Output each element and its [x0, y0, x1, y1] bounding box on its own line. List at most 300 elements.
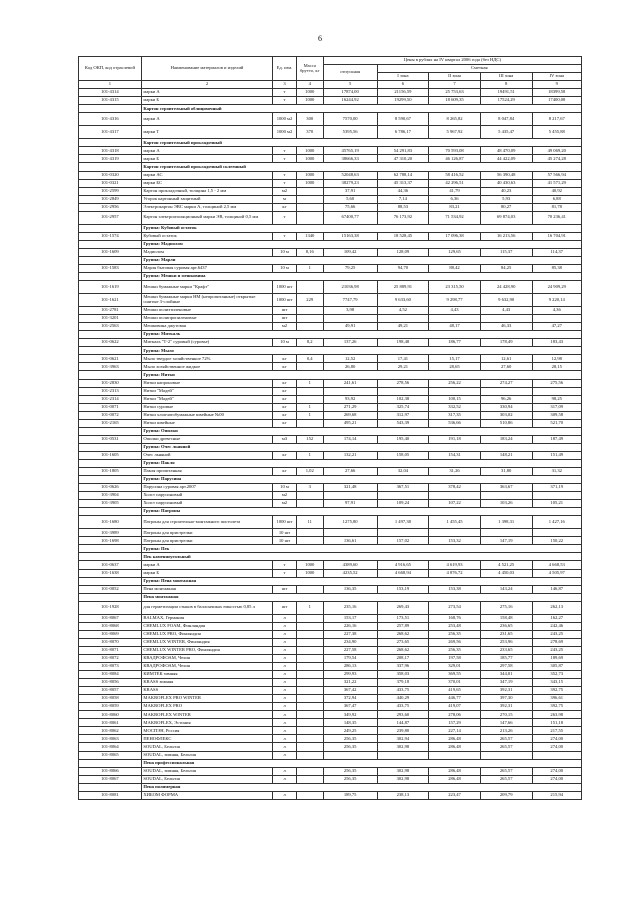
- zone-price-cell: 4 916,65: [377, 561, 429, 569]
- wholesale-price-cell: [323, 529, 377, 537]
- mass-cell: 1,02: [296, 468, 323, 476]
- zone-price-cell: 379,18: [377, 679, 429, 687]
- wholesale-price-cell: 38279,23: [323, 179, 377, 187]
- wholesale-price-cell: 15163,38: [323, 232, 377, 240]
- price-table: [78, 56, 582, 800]
- group-row: [79, 371, 582, 379]
- zone-price-cell: 40 430,63: [480, 179, 532, 187]
- code-cell: [79, 443, 142, 451]
- zone-price-cell: 62 788,14: [377, 171, 429, 179]
- mass-cell: 1000: [296, 147, 323, 155]
- code-cell: [79, 759, 142, 767]
- name-cell: марки А: [141, 561, 272, 569]
- zone-price-cell: 1 455,45: [429, 516, 481, 529]
- table-row: [79, 687, 582, 695]
- mass-cell: [296, 323, 323, 331]
- name-cell: Очес льняной: [141, 451, 272, 459]
- table-row: [79, 671, 582, 679]
- unit-cell: м2: [273, 500, 297, 508]
- code-cell: 101-0320: [79, 171, 142, 179]
- wholesale-price-cell: 5395,56: [323, 126, 377, 139]
- zone-price-cell: 367,51: [377, 484, 429, 492]
- zone-price-cell: 317,35: [429, 411, 481, 419]
- zone-price-cell: 27,60: [480, 363, 532, 371]
- group-row: [79, 139, 582, 147]
- unit-cell: кг: [273, 403, 297, 411]
- code-cell: 101-8070: [79, 638, 142, 646]
- zone-price-cell: 392,75: [532, 703, 582, 711]
- zone-price-cell: 44 422,09: [480, 155, 532, 163]
- group-row: [79, 577, 582, 585]
- zone-price-cell: 4,36: [532, 307, 582, 315]
- zone-price-cell: 154,31: [429, 451, 481, 459]
- wholesale-price-cell: 12,52: [323, 355, 377, 363]
- name-cell: SOUDAL, Бельгия: [141, 775, 272, 783]
- unit-cell: м2: [273, 492, 297, 500]
- mass-cell: [296, 315, 323, 323]
- mass-cell: [296, 585, 323, 593]
- code-cell: [79, 139, 142, 147]
- name-cell: MAKROFLEX, Эстония: [141, 719, 272, 727]
- col-number: 2: [141, 81, 272, 89]
- zone-price-cell: 44,36: [377, 187, 429, 195]
- unit-cell: 10 шт: [273, 537, 297, 545]
- group-row: [79, 273, 582, 281]
- group-row: [79, 224, 582, 232]
- mass-cell: 1000: [296, 89, 323, 97]
- group-title: Группа: Кубовый остаток: [141, 224, 581, 232]
- col-number: 7: [429, 81, 481, 89]
- zone-price-cell: 4 668,94: [377, 569, 429, 577]
- wholesale-price-cell: 137,26: [323, 339, 377, 347]
- group-row: [79, 593, 582, 601]
- zone-price-cell: 31,80: [480, 468, 532, 476]
- code-cell: 101-2781: [79, 307, 142, 315]
- table-row: [79, 264, 582, 272]
- zone-price-cell: 183,43: [532, 339, 582, 347]
- header-zone-4: IV зона: [532, 73, 582, 81]
- zone-price-cell: [429, 529, 481, 537]
- code-cell: 101-2830: [79, 379, 142, 387]
- code-cell: 101-8072: [79, 654, 142, 662]
- unit-cell: м2: [273, 187, 297, 195]
- wholesale-price-cell: 367,47: [323, 703, 377, 711]
- zone-price-cell: 189,69: [532, 654, 582, 662]
- name-cell: CHEMLUX WINTER, Финляндия: [141, 638, 272, 646]
- mass-cell: [296, 711, 323, 719]
- header-price-title: Цены в рублях на IV квартал 2006 года (без НДС): [323, 57, 581, 65]
- zone-price-cell: 337,96: [377, 663, 429, 671]
- zone-price-cell: 270,15: [480, 711, 532, 719]
- zone-price-cell: 85,38: [532, 264, 582, 272]
- table-row: [79, 767, 582, 775]
- mass-cell: 8,16: [296, 248, 323, 256]
- wholesale-price-cell: 321,22: [323, 679, 377, 687]
- group-title: Группа: Парусина: [141, 476, 581, 484]
- code-cell: 101-4314: [79, 89, 142, 97]
- zone-price-cell: 265,57: [480, 743, 532, 751]
- wholesale-price-cell: 132,21: [323, 451, 377, 459]
- table-row: [79, 492, 582, 500]
- zone-price-cell: 191,18: [429, 435, 481, 443]
- code-cell: [79, 508, 142, 516]
- zone-price-cell: 18399,58: [532, 89, 582, 97]
- table-row: [79, 743, 582, 751]
- code-cell: 101-8058: [79, 695, 142, 703]
- mass-cell: [296, 663, 323, 671]
- zone-price-cell: 17 096,38: [429, 232, 481, 240]
- table-row: [79, 113, 582, 126]
- mass-cell: [296, 387, 323, 395]
- table-row: [79, 451, 582, 459]
- table-row: [79, 195, 582, 203]
- code-cell: 101-2314: [79, 395, 142, 403]
- wholesale-price-cell: 38666,33: [323, 155, 377, 163]
- code-cell: 101-8084: [79, 671, 142, 679]
- unit-cell: л: [273, 663, 297, 671]
- zone-price-cell: 143,24: [480, 585, 532, 593]
- table-row: [79, 89, 582, 97]
- zone-price-cell: 40,92: [532, 187, 582, 195]
- header-zone-2: II зона: [429, 73, 481, 81]
- code-cell: 101-4315: [79, 97, 142, 105]
- wholesale-price-cell: 79,25: [323, 264, 377, 272]
- table-row: [79, 403, 582, 411]
- wholesale-price-cell: 271,29: [323, 403, 377, 411]
- header-name: Наименование материалов и изделий: [141, 57, 272, 81]
- name-cell: Мешки бумажные марки НМ (непропитанные) открытые сшитые 3-слойные: [141, 294, 272, 307]
- table-row: [79, 435, 582, 443]
- name-cell: Мадиолом: [141, 248, 272, 256]
- zone-price-cell: 278,06: [429, 711, 481, 719]
- code-cell: 101-1698: [79, 537, 142, 545]
- zone-price-cell: [377, 492, 429, 500]
- group-row: [79, 443, 582, 451]
- zone-price-cell: 31,32: [532, 468, 582, 476]
- name-cell: BALMAX, Германия: [141, 614, 272, 622]
- mass-cell: 1000: [296, 155, 323, 163]
- zone-price-cell: 239,80: [377, 727, 429, 735]
- zone-price-cell: 158,48: [480, 614, 532, 622]
- code-cell: [79, 163, 142, 171]
- group-title: Группа: Мешки и мешковина: [141, 273, 581, 281]
- unit-cell: л: [273, 703, 297, 711]
- code-cell: 101-1619: [79, 281, 142, 294]
- unit-cell: л: [273, 654, 297, 662]
- zone-price-cell: 183,24: [480, 435, 532, 443]
- name-cell: марки А: [141, 113, 272, 126]
- group-row: [79, 476, 582, 484]
- unit-cell: кг: [273, 355, 297, 363]
- mass-cell: [296, 492, 323, 500]
- wholesale-price-cell: 136,35: [323, 585, 377, 593]
- group-title: Группа: Патроны: [141, 508, 581, 516]
- code-cell: [79, 273, 142, 281]
- code-cell: 101-2849: [79, 195, 142, 203]
- mass-cell: [296, 203, 323, 211]
- table-row: [79, 147, 582, 155]
- group-title: Группа: Опилки: [141, 427, 581, 435]
- zone-price-cell: 536,66: [429, 419, 481, 427]
- code-cell: 101-0626: [79, 484, 142, 492]
- code-cell: 101-8069: [79, 630, 142, 638]
- name-cell: КИМТЕК зимняя: [141, 671, 272, 679]
- zone-price-cell: 15,17: [429, 355, 481, 363]
- zone-price-cell: 236,65: [480, 622, 532, 630]
- mass-cell: [296, 767, 323, 775]
- zone-price-cell: 17524,29: [480, 97, 532, 105]
- wholesale-price-cell: 174,14: [323, 435, 377, 443]
- wholesale-price-cell: 249,25: [323, 727, 377, 735]
- table-row: [79, 179, 582, 187]
- zone-price-cell: 269,56: [429, 638, 481, 646]
- zone-price-cell: [377, 387, 429, 395]
- name-cell: Пена монтажная: [141, 585, 272, 593]
- table-row: [79, 500, 582, 508]
- code-cell: 101-8056: [79, 679, 142, 687]
- zone-price-cell: 56 390,48: [480, 171, 532, 179]
- zone-price-cell: 158,05: [377, 451, 429, 459]
- code-cell: [79, 476, 142, 484]
- col-number: 4: [296, 81, 323, 89]
- zone-price-cell: 378,42: [429, 484, 481, 492]
- zone-price-cell: 302,98: [377, 743, 429, 751]
- code-cell: 101-3989: [79, 529, 142, 537]
- code-cell: 101-0072: [79, 411, 142, 419]
- code-cell: 101-8073: [79, 663, 142, 671]
- zone-price-cell: 213,26: [480, 727, 532, 735]
- zone-price-cell: 69 874,03: [480, 211, 532, 224]
- zone-price-cell: [377, 751, 429, 759]
- zone-price-cell: 173,51: [377, 614, 429, 622]
- name-cell: Патроны для строительно-монтажного пистолета: [141, 516, 272, 529]
- mass-cell: [296, 363, 323, 371]
- zone-price-cell: 208,17: [377, 654, 429, 662]
- table-row: [79, 323, 582, 331]
- wholesale-price-cell: 136,61: [323, 537, 377, 545]
- code-cell: 101-3201: [79, 315, 142, 323]
- zone-price-cell: 329,01: [429, 663, 481, 671]
- group-row: [79, 783, 582, 791]
- unit-cell: л: [273, 719, 297, 727]
- mass-cell: 1000: [296, 569, 323, 577]
- code-cell: [79, 240, 142, 248]
- zone-price-cell: 28,15: [532, 363, 582, 371]
- code-cell: 101-8067: [79, 775, 142, 783]
- unit-cell: л: [273, 711, 297, 719]
- unit-cell: л: [273, 671, 297, 679]
- mass-cell: [296, 622, 323, 630]
- unit-cell: л: [273, 614, 297, 622]
- mass-cell: 1000: [296, 179, 323, 187]
- zone-price-cell: 6 786,17: [377, 126, 429, 139]
- zone-price-cell: [532, 751, 582, 759]
- zone-price-cell: 343,15: [532, 679, 582, 687]
- unit-cell: шт: [273, 315, 297, 323]
- unit-cell: л: [273, 791, 297, 799]
- unit-cell: л: [273, 622, 297, 630]
- zone-price-cell: 24 428,90: [480, 281, 532, 294]
- zone-price-cell: 186,77: [429, 339, 481, 347]
- code-cell: 101-0052: [79, 585, 142, 593]
- wholesale-price-cell: [323, 387, 377, 395]
- zone-price-cell: 4 619,93: [429, 561, 481, 569]
- group-title: Группа: Пек: [141, 545, 581, 553]
- zone-price-cell: 25 753,63: [429, 89, 481, 97]
- zone-price-cell: 4,52: [377, 307, 429, 315]
- wholesale-price-cell: [323, 492, 377, 500]
- zone-price-cell: 71 534,92: [429, 211, 481, 224]
- mass-cell: [296, 743, 323, 751]
- unit-cell: л: [273, 646, 297, 654]
- mass-cell: [296, 529, 323, 537]
- zone-price-cell: 253,96: [480, 638, 532, 646]
- wholesale-price-cell: 256,35: [323, 767, 377, 775]
- zone-price-cell: [480, 387, 532, 395]
- code-cell: 101-0621: [79, 355, 142, 363]
- name-cell: Угорок картонный защитный: [141, 195, 272, 203]
- mass-cell: 1: [296, 601, 323, 614]
- page-number: 6: [318, 34, 322, 43]
- wholesale-price-cell: 148,35: [323, 719, 377, 727]
- zone-price-cell: 286,48: [429, 735, 481, 743]
- zone-price-cell: 185,77: [480, 654, 532, 662]
- zone-price-cell: 265,57: [480, 775, 532, 783]
- code-cell: 101-4318: [79, 147, 142, 155]
- zone-price-cell: 317,09: [532, 403, 582, 411]
- wholesale-price-cell: 7570,00: [323, 113, 377, 126]
- zone-price-cell: 419,65: [429, 687, 481, 695]
- zone-price-cell: 187,49: [532, 435, 582, 443]
- code-cell: [79, 427, 142, 435]
- unit-cell: шт: [273, 585, 297, 593]
- name-cell: Нитки капроновые: [141, 379, 272, 387]
- zone-price-cell: 144,87: [377, 719, 429, 727]
- unit-cell: м2: [273, 323, 297, 331]
- zone-price-cell: 12,98: [532, 355, 582, 363]
- zone-price-cell: 4 505,97: [532, 569, 582, 577]
- name-cell: ХИБОМ ФОРМА: [141, 791, 272, 799]
- name-cell: KRASS зимняя: [141, 679, 272, 687]
- mass-cell: 1: [296, 451, 323, 459]
- mass-cell: [296, 719, 323, 727]
- unit-cell: кг: [273, 411, 297, 419]
- group-title: Картон строительный прокладочный: [141, 139, 581, 147]
- unit-cell: шт: [273, 307, 297, 315]
- zone-price-cell: 209,79: [480, 791, 532, 799]
- name-cell: КВАДРОФОАМ, Чехия: [141, 654, 272, 662]
- name-cell: Мыло хозяйственное жидкое: [141, 363, 272, 371]
- code-cell: 101-1805: [79, 468, 142, 476]
- wholesale-price-cell: 235,16: [323, 601, 377, 614]
- zone-price-cell: 4 668,53: [532, 561, 582, 569]
- wholesale-price-cell: 256,35: [323, 743, 377, 751]
- mass-cell: [296, 735, 323, 743]
- zone-price-cell: 274,00: [532, 767, 582, 775]
- wholesale-price-cell: 97,91: [323, 500, 377, 508]
- table-row: [79, 561, 582, 569]
- unit-cell: т: [273, 232, 297, 240]
- code-cell: [79, 553, 142, 561]
- zone-price-cell: 102,38: [377, 395, 429, 403]
- unit-cell: кг: [273, 379, 297, 387]
- name-cell: Миткаль "Т-2" суровый (суровье): [141, 339, 272, 347]
- name-cell: Кубовый остаток: [141, 232, 272, 240]
- code-cell: 101-4319: [79, 155, 142, 163]
- table-row: [79, 281, 582, 294]
- name-cell: MAKROFLEX PRO WINTER: [141, 695, 272, 703]
- name-cell: Патроны для пристрелки: [141, 537, 272, 545]
- zone-price-cell: 358,03: [377, 671, 429, 679]
- code-cell: 101-1638: [79, 569, 142, 577]
- group-title: Группа: Марли: [141, 256, 581, 264]
- code-cell: 101-0071: [79, 403, 142, 411]
- table-row: [79, 171, 582, 179]
- code-cell: 101-0622: [79, 339, 142, 347]
- wholesale-price-cell: 349,92: [323, 711, 377, 719]
- group-title: Пена полимерная: [141, 783, 581, 791]
- zone-price-cell: 25 889,91: [377, 281, 429, 294]
- table-row: [79, 468, 582, 476]
- code-cell: [79, 347, 142, 355]
- zone-price-cell: 178,49: [480, 339, 532, 347]
- name-cell: Патроны для пристрелки: [141, 529, 272, 537]
- code-cell: 101-0531: [79, 435, 142, 443]
- zone-price-cell: 105,21: [532, 500, 582, 508]
- table-row: [79, 679, 582, 687]
- mass-cell: 1: [296, 411, 323, 419]
- zone-price-cell: 17,41: [377, 355, 429, 363]
- zone-price-cell: 148,21: [480, 451, 532, 459]
- table-row: [79, 211, 582, 224]
- unit-cell: т: [273, 171, 297, 179]
- zone-price-cell: [532, 492, 582, 500]
- table-row: [79, 727, 582, 735]
- zone-price-cell: 1 398,31: [480, 516, 532, 529]
- code-cell: 101-8061: [79, 719, 142, 727]
- zone-price-cell: 286,48: [429, 767, 481, 775]
- wholesale-price-cell: 226,16: [323, 622, 377, 630]
- zone-price-cell: 347,19: [480, 679, 532, 687]
- zone-price-cell: 392,75: [532, 687, 582, 695]
- code-cell: 101-8067: [79, 614, 142, 622]
- zone-price-cell: 278,69: [532, 638, 582, 646]
- zone-price-cell: 197,58: [429, 654, 481, 662]
- code-cell: 101-1605: [79, 451, 142, 459]
- group-title: Пек каменноугольный: [141, 553, 581, 561]
- zone-price-cell: 8 217,67: [532, 113, 582, 126]
- unit-cell: кг: [273, 468, 297, 476]
- zone-price-cell: 275,56: [532, 379, 582, 387]
- table-row: [79, 126, 582, 139]
- table-row: [79, 232, 582, 240]
- zone-price-cell: 198,48: [377, 339, 429, 347]
- zone-price-cell: 16 213,56: [480, 232, 532, 240]
- zone-price-cell: 19299,50: [377, 97, 429, 105]
- zone-price-cell: 275,16: [480, 601, 532, 614]
- zone-price-cell: 23 315,50: [429, 281, 481, 294]
- mass-cell: [296, 638, 323, 646]
- table-row: [79, 315, 582, 323]
- group-title: Картон строительный прокладочный склеенный: [141, 163, 581, 171]
- group-title: Группа: Нитки: [141, 371, 581, 379]
- header-mass: Масса брутто, кг: [296, 57, 323, 81]
- zone-price-cell: 8 047,84: [480, 113, 532, 126]
- code-cell: 101-8057: [79, 687, 142, 695]
- zone-price-cell: 257,89: [377, 622, 429, 630]
- zone-price-cell: 47,27: [532, 323, 582, 331]
- wholesale-price-cell: 67400,77: [323, 211, 377, 224]
